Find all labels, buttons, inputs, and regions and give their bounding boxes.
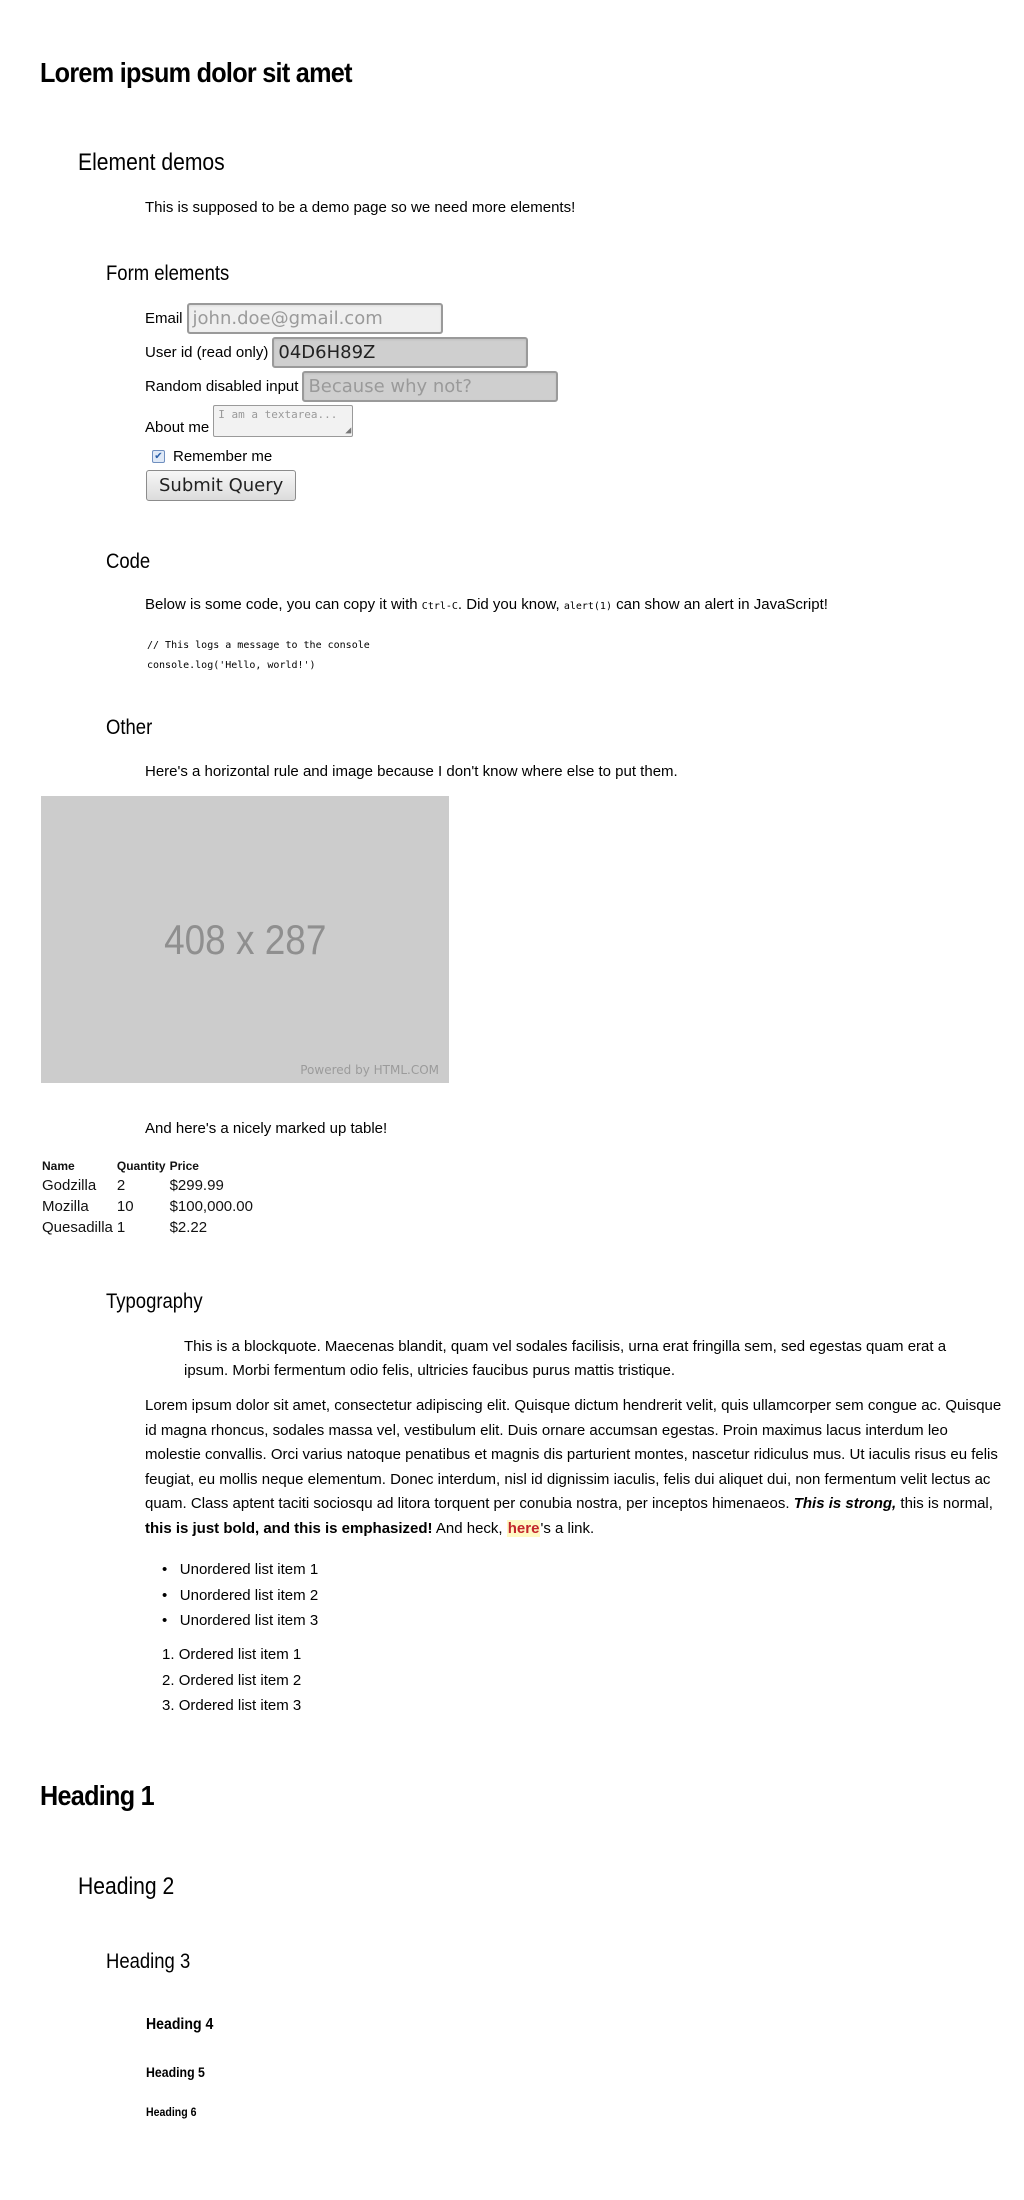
disabled-row (145, 371, 558, 402)
other-intro: Here's a horizontal rule and image because I don't know where else to put them. (145, 763, 678, 780)
blockquote: This is a blockquote. Maecenas blandit, quam vel sodales facilisis, urna erat fringilla sem, sed egestas quam erat a ipsum. Morbi fermentum odio felis, ultricies faucibus purus mattis tristique. (184, 1338, 947, 1379)
table-cell: $2.22 (169, 1219, 208, 1236)
table-intro: And here's a nicely marked up table! (145, 1120, 388, 1137)
table-header: Price (169, 1159, 199, 1173)
typography-heading: Typography (106, 1290, 203, 1313)
table-header: Name (42, 1159, 75, 1173)
email-input[interactable] (187, 303, 443, 334)
code-heading: Code (106, 550, 151, 573)
email-row (145, 303, 443, 334)
image-powered-label: Powered by HTML.COM (300, 1063, 439, 1077)
element-demos-intro: This is supposed to be a demo page so we need more elements! (145, 199, 576, 216)
link-suffix: 's a link. (540, 1519, 595, 1537)
heading-3: Heading 3 (106, 1950, 191, 1973)
page-title: Lorem ipsum dolor sit amet (40, 57, 352, 88)
table-row (40, 1217, 255, 1238)
remember-checkbox[interactable]: ✔ (152, 450, 165, 463)
normal-text: this is normal, (896, 1495, 993, 1512)
disabled-placeholder: Because why not? (308, 376, 472, 397)
remember-label: Remember me (173, 448, 273, 465)
table-cell: 10 (116, 1198, 134, 1215)
table-cell: 2 (116, 1177, 126, 1194)
userid-input[interactable] (272, 337, 528, 368)
code-sentence-part1: Below is some code, you can copy it with (145, 596, 422, 613)
table-cell: Quesadilla (42, 1219, 113, 1236)
heading-1: Heading 1 (40, 1780, 154, 1811)
heading-5: Heading 5 (146, 2064, 205, 2080)
products-table (40, 1157, 255, 1238)
table-row (40, 1196, 255, 1217)
unordered-list (162, 1557, 318, 1634)
list-item-text: Ordered list item 1 (178, 1646, 302, 1663)
list-item: 2. Ordered list item 2 (162, 1671, 302, 1689)
list-item: 1. Ordered list item 1 (162, 1646, 302, 1663)
code-block (147, 636, 370, 676)
code-sentence-part2: . Did you know, (457, 596, 564, 613)
table-cell: $100,000.00 (169, 1198, 253, 1215)
disabled-label: Random disabled input (145, 378, 299, 395)
table-row (40, 1175, 255, 1196)
heck-text: And heck, (432, 1519, 507, 1537)
table-cell: Mozilla (42, 1198, 89, 1215)
list-item: • Unordered list item 2 (162, 1586, 319, 1604)
ordered-list (162, 1642, 301, 1719)
disabled-input (302, 371, 558, 402)
code-line-2: console.log('Hello, world!') (147, 660, 316, 671)
lorem-text: Lorem ipsum dolor sit amet, consectetur adipiscing elit. Quisque dictum hendrerit velit, quis ullamcorper sem congue ac. Quisque id magna rhoncus, sodales massa vel, vestibulum elit. Duis ornare accumsan egestas. Proin maximus lacus interdum leo molestie convallis. Orci varius natoque penatibus et magnis dis parturient montes, nascetur ridiculus mus. Ut iaculis risus eu felis feugiat, eu mollis neque elementum. Donec interdum, nisl id dignissim iaculis, felis dui aliquet dui, non fermentum velit lectus ac quam. Class aptent taciti sociosqu ad litora torquent per conubia nostra, per inceptos himenaeos. (145, 1397, 1002, 1512)
list-item: 3. Ordered list item 3 (162, 1697, 302, 1714)
table-header: Quantity (116, 1159, 166, 1173)
about-label: About me (145, 419, 210, 436)
email-label: Email (145, 310, 183, 327)
userid-row (145, 337, 528, 368)
form-heading: Form elements (106, 262, 230, 285)
list-item: • Unordered list item 3 (162, 1612, 319, 1629)
email-placeholder: john.doe@gmail.com (192, 308, 383, 329)
list-item: • Unordered list item 1 (162, 1561, 319, 1578)
list-item-text: Unordered list item 1 (179, 1561, 319, 1578)
table-cell: Godzilla (42, 1177, 97, 1194)
heading-2: Heading 2 (78, 1873, 175, 1900)
other-heading: Other (106, 716, 153, 739)
bold-text: this is just bold, and this is emphasized! (145, 1519, 433, 1537)
resize-handle-icon[interactable]: ◢ (345, 425, 352, 436)
table-cell: $299.99 (169, 1177, 224, 1194)
about-row (145, 405, 353, 437)
image-size-label: 408 x 287 (163, 915, 327, 963)
about-textarea[interactable] (213, 405, 353, 437)
lorem-paragraph (145, 1394, 1005, 1541)
remember-row (152, 448, 272, 465)
userid-value: 04D6H89Z (278, 342, 376, 363)
placeholder-image (41, 796, 449, 1083)
here-link[interactable]: here (507, 1519, 540, 1537)
code-alert: alert(1) (563, 601, 612, 612)
list-item-text: Ordered list item 2 (178, 1671, 302, 1689)
userid-label: User id (read only) (145, 344, 269, 361)
code-line-1: // This logs a message to the console (147, 640, 370, 651)
list-item-text: Ordered list item 3 (178, 1697, 302, 1714)
heading-4: Heading 4 (146, 2016, 214, 2033)
element-demos-heading: Element demos (78, 149, 225, 176)
list-item-text: Unordered list item 2 (179, 1586, 319, 1604)
submit-button[interactable]: Submit Query (146, 470, 296, 501)
table-cell: 1 (116, 1219, 126, 1236)
code-sentence-part3: can show an alert in JavaScript! (611, 596, 828, 613)
strong-emphasis: This is strong, (793, 1495, 897, 1512)
list-item-text: Unordered list item 3 (179, 1612, 319, 1629)
heading-6: Heading 6 (146, 2105, 197, 2119)
code-sentence (145, 596, 828, 613)
about-placeholder: I am a textarea... (218, 408, 338, 421)
table-header-row (40, 1157, 255, 1175)
code-shortcut: Ctrl-C (421, 601, 458, 612)
